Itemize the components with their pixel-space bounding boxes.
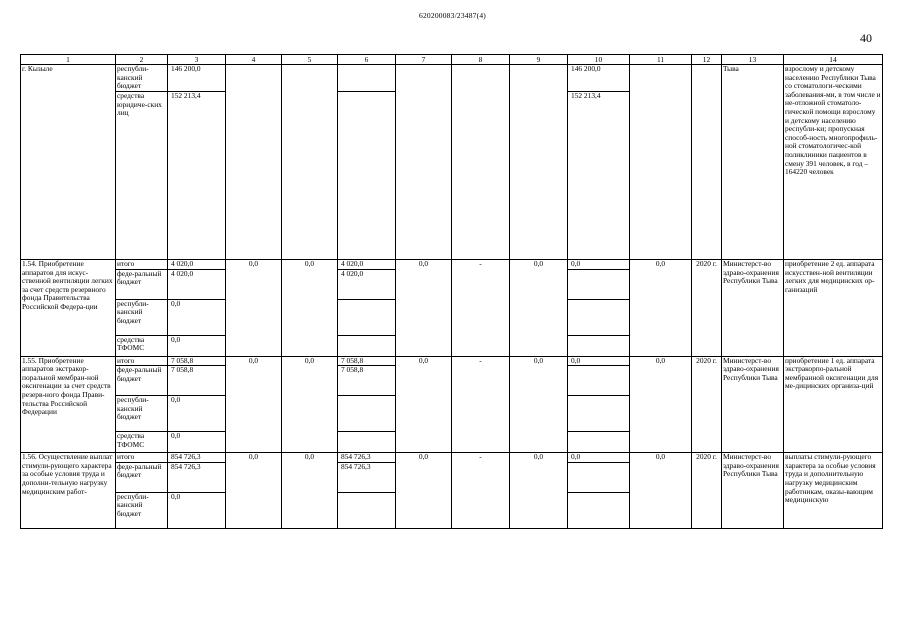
value-cell-col9 <box>510 299 568 335</box>
table-row <box>21 453 883 463</box>
column-number-row <box>21 55 883 65</box>
value-cell-col10 <box>568 396 630 432</box>
value-cell-col6: 4 020,0 <box>338 269 396 299</box>
value-cell-col8 <box>452 335 510 356</box>
value-cell-col8 <box>452 269 510 299</box>
value-cell-col10 <box>568 366 630 396</box>
col-num-3: 3 <box>168 55 226 65</box>
value-cell-col8 <box>452 396 510 432</box>
result-cell: приобретение 1 ед. аппарата экстракорпо-ральной мембранной оксигенации для ме-дицинских организа-ций <box>784 356 883 453</box>
funding-source-cell: средства ТФОМС <box>116 335 168 356</box>
value-cell-col10: 0,0 <box>568 260 630 270</box>
executor-cell: Тыва <box>722 65 784 260</box>
value-cell-col3: 7 058,8 <box>168 366 226 396</box>
value-cell-col5 <box>282 492 338 528</box>
value-cell-col12 <box>692 269 722 299</box>
value-cell-col8 <box>452 366 510 396</box>
value-cell-col6: 854 726,3 <box>338 453 396 463</box>
value-cell-col4 <box>226 269 282 299</box>
value-cell-col8 <box>452 65 510 92</box>
value-cell-col4: 0,0 <box>226 356 282 366</box>
funding-source-cell: средства ТФОМС <box>116 432 168 453</box>
value-cell-col3: 4 020,0 <box>168 269 226 299</box>
value-cell-col9 <box>510 335 568 356</box>
value-cell-col3: 854 726,3 <box>168 453 226 463</box>
measure-name-cell: 1.54. Приобретение аппаратов для искус-ственной вентиляции легких за счет средств резервного фонда Правительства Российской Федера-ции <box>21 260 116 357</box>
value-cell-col12 <box>692 65 722 92</box>
funding-source-cell: итого <box>116 260 168 270</box>
value-cell-col10 <box>568 269 630 299</box>
value-cell-col4 <box>226 432 282 453</box>
value-cell-col5 <box>282 366 338 396</box>
funding-source-cell: феде-ральный бюджет <box>116 366 168 396</box>
measure-name-cell: 1.56. Осуществление выплат стимули-рующего характера за особые условия труда и дополни-тельную нагрузку медицинским работ- <box>21 453 116 529</box>
document-id: 620200083/23487(4) <box>419 11 486 20</box>
value-cell-col3: 0,0 <box>168 396 226 432</box>
value-cell-col3: 0,0 <box>168 432 226 453</box>
executor-cell: Министерст-во здраво-охранения Республики Тыва <box>722 356 784 453</box>
col-num-4: 4 <box>226 55 282 65</box>
value-cell-col5: 0,0 <box>282 356 338 366</box>
value-cell-col12 <box>692 335 722 356</box>
result-cell: приобретение 2 ед. аппарата искусствен-ной вентиляции легких для медицинских ор-ганизаций <box>784 260 883 357</box>
value-cell-col12: 2020 г. <box>692 356 722 366</box>
value-cell-col9: 0,0 <box>510 453 568 463</box>
value-cell-col6 <box>338 432 396 453</box>
funding-source-cell: республи-канский бюджет <box>116 396 168 432</box>
value-cell-col9 <box>510 432 568 453</box>
value-cell-col8 <box>452 92 510 260</box>
value-cell-col5 <box>282 432 338 453</box>
col-num-5: 5 <box>282 55 338 65</box>
value-cell-col3: 146 200,0 <box>168 65 226 92</box>
col-num-13: 13 <box>722 55 784 65</box>
col-num-12: 12 <box>692 55 722 65</box>
value-cell-col12: 2020 г. <box>692 260 722 270</box>
value-cell-col7 <box>396 299 452 335</box>
value-cell-col12 <box>692 299 722 335</box>
value-cell-col7 <box>396 432 452 453</box>
value-cell-col3: 854 726,3 <box>168 462 226 492</box>
value-cell-col11 <box>630 335 692 356</box>
value-cell-col3: 152 213,4 <box>168 92 226 260</box>
value-cell-col5 <box>282 65 338 92</box>
value-cell-col6 <box>338 335 396 356</box>
value-cell-col9 <box>510 396 568 432</box>
table-row <box>21 65 883 92</box>
col-num-1: 1 <box>21 55 116 65</box>
value-cell-col11 <box>630 492 692 528</box>
value-cell-col10: 0,0 <box>568 356 630 366</box>
value-cell-col8: - <box>452 356 510 366</box>
value-cell-col10 <box>568 462 630 492</box>
funding-source-cell: средства юридиче-ских лиц <box>116 92 168 260</box>
value-cell-col6 <box>338 92 396 260</box>
value-cell-col7 <box>396 335 452 356</box>
executor-cell: Министерст-во здраво-охранения Республики Тыва <box>722 453 784 529</box>
value-cell-col10: 0,0 <box>568 453 630 463</box>
funding-source-cell: республи-канский бюджет <box>116 65 168 92</box>
value-cell-col11: 0,0 <box>630 260 692 270</box>
value-cell-col10 <box>568 299 630 335</box>
value-cell-col3: 0,0 <box>168 492 226 528</box>
executor-cell: Министерст-во здраво-охранения Республики Тыва <box>722 260 784 357</box>
col-num-11: 11 <box>630 55 692 65</box>
col-num-14: 14 <box>784 55 883 65</box>
value-cell-col6: 4 020,0 <box>338 260 396 270</box>
col-num-6: 6 <box>338 55 396 65</box>
value-cell-col6: 7 058,8 <box>338 356 396 366</box>
value-cell-col12 <box>692 92 722 260</box>
funding-source-cell: республи-канский бюджет <box>116 492 168 528</box>
program-table <box>20 54 883 529</box>
value-cell-col9: 0,0 <box>510 356 568 366</box>
value-cell-col9: 0,0 <box>510 260 568 270</box>
value-cell-col7 <box>396 462 452 492</box>
value-cell-col9 <box>510 492 568 528</box>
result-cell: выплаты стимули-рующего характера за особые условия труда и дополнительную нагрузку медицинским работникам, оказы-вающим медицинскую <box>784 453 883 529</box>
value-cell-col12 <box>692 462 722 492</box>
value-cell-col7 <box>396 65 452 92</box>
value-cell-col4 <box>226 492 282 528</box>
value-cell-col11 <box>630 269 692 299</box>
value-cell-col4 <box>226 335 282 356</box>
value-cell-col7: 0,0 <box>396 356 452 366</box>
value-cell-col4 <box>226 92 282 260</box>
value-cell-col4: 0,0 <box>226 260 282 270</box>
value-cell-col10 <box>568 335 630 356</box>
result-cell: взрослому и детскому населению Республики Тыва со стоматологи-ческими заболевания-ми, в том числе и не-отложной стоматоло-гической помощи взрослому и детскому населению республи-ки; пропускная способ-ность многопрофиль-ной стоматологичес-кой поликлиники пациентов в смену 391 человек, в год – 164220 человек <box>784 65 883 260</box>
value-cell-col5 <box>282 335 338 356</box>
value-cell-col12: 2020 г. <box>692 453 722 463</box>
value-cell-col4 <box>226 65 282 92</box>
value-cell-col12 <box>692 366 722 396</box>
value-cell-col11: 0,0 <box>630 356 692 366</box>
value-cell-col9 <box>510 462 568 492</box>
value-cell-col11 <box>630 65 692 92</box>
value-cell-col5 <box>282 396 338 432</box>
value-cell-col5: 0,0 <box>282 453 338 463</box>
col-num-2: 2 <box>116 55 168 65</box>
measure-name-cell: г. Кызыле <box>21 65 116 260</box>
value-cell-col11: 0,0 <box>630 453 692 463</box>
value-cell-col8 <box>452 432 510 453</box>
value-cell-col6 <box>338 65 396 92</box>
value-cell-col3: 0,0 <box>168 335 226 356</box>
value-cell-col8 <box>452 492 510 528</box>
value-cell-col6: 854 726,3 <box>338 462 396 492</box>
value-cell-col4 <box>226 299 282 335</box>
value-cell-col6 <box>338 492 396 528</box>
value-cell-col12 <box>692 396 722 432</box>
value-cell-col5 <box>282 269 338 299</box>
value-cell-col11 <box>630 432 692 453</box>
measure-name-cell: 1.55. Приобретение аппаратов экстракор-поральной мембран-ной оксигенации за счет средств резерв-ного фонда Прави-тельства Российской Федерации <box>21 356 116 453</box>
value-cell-col10: 146 200,0 <box>568 65 630 92</box>
value-cell-col3: 4 020,0 <box>168 260 226 270</box>
value-cell-col10 <box>568 432 630 453</box>
value-cell-col8 <box>452 462 510 492</box>
value-cell-col9 <box>510 366 568 396</box>
value-cell-col7 <box>396 396 452 432</box>
table-row <box>21 260 883 270</box>
value-cell-col6 <box>338 396 396 432</box>
value-cell-col7: 0,0 <box>396 260 452 270</box>
value-cell-col11 <box>630 92 692 260</box>
value-cell-col4 <box>226 462 282 492</box>
value-cell-col4 <box>226 366 282 396</box>
page-number: 40 <box>860 31 872 45</box>
value-cell-col7 <box>396 366 452 396</box>
value-cell-col6 <box>338 299 396 335</box>
funding-source-cell: итого <box>116 356 168 366</box>
value-cell-col5 <box>282 299 338 335</box>
value-cell-col8: - <box>452 260 510 270</box>
value-cell-col10: 152 213,4 <box>568 92 630 260</box>
value-cell-col8 <box>452 299 510 335</box>
value-cell-col12 <box>692 432 722 453</box>
col-num-8: 8 <box>452 55 510 65</box>
value-cell-col5 <box>282 462 338 492</box>
value-cell-col10 <box>568 492 630 528</box>
value-cell-col9 <box>510 269 568 299</box>
value-cell-col8: - <box>452 453 510 463</box>
value-cell-col9 <box>510 92 568 260</box>
funding-source-cell: феде-ральный бюджет <box>116 269 168 299</box>
value-cell-col11 <box>630 366 692 396</box>
value-cell-col7 <box>396 269 452 299</box>
col-num-7: 7 <box>396 55 452 65</box>
value-cell-col12 <box>692 492 722 528</box>
value-cell-col3: 0,0 <box>168 299 226 335</box>
value-cell-col6: 7 058,8 <box>338 366 396 396</box>
funding-source-cell: феде-ральный бюджет <box>116 462 168 492</box>
funding-source-cell: итого <box>116 453 168 463</box>
col-num-9: 9 <box>510 55 568 65</box>
value-cell-col11 <box>630 462 692 492</box>
table-row <box>21 356 883 366</box>
value-cell-col4 <box>226 396 282 432</box>
value-cell-col4: 0,0 <box>226 453 282 463</box>
value-cell-col5: 0,0 <box>282 260 338 270</box>
value-cell-col11 <box>630 299 692 335</box>
funding-source-cell: республи-канский бюджет <box>116 299 168 335</box>
value-cell-col7: 0,0 <box>396 453 452 463</box>
value-cell-col7 <box>396 92 452 260</box>
value-cell-col11 <box>630 396 692 432</box>
col-num-10: 10 <box>568 55 630 65</box>
value-cell-col7 <box>396 492 452 528</box>
value-cell-col9 <box>510 65 568 92</box>
value-cell-col3: 7 058,8 <box>168 356 226 366</box>
value-cell-col5 <box>282 92 338 260</box>
